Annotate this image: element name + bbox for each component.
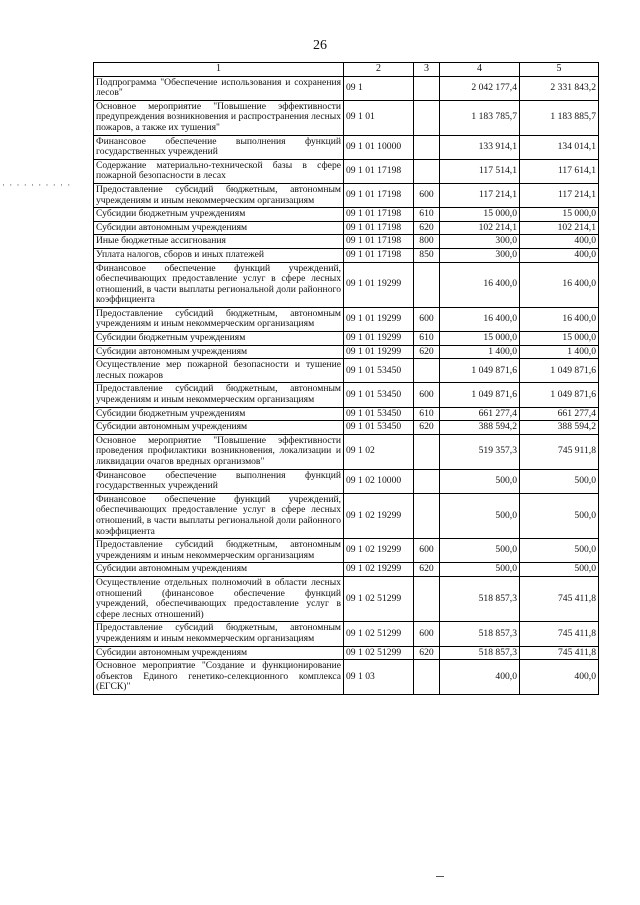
table-row (94, 208, 599, 222)
row-code-cell: 09 1 01 53450 (344, 383, 414, 407)
row-name-cell: Финансовое обеспечение функций учреждений, обеспечивающих предоставление услуг в сфере лесных отношений, в части выплаты региональной доли районного коэффициента (94, 262, 344, 307)
row-code-cell: 09 1 01 17198 (344, 235, 414, 249)
row-name-cell: Субсидии бюджетным учреждениям (94, 208, 344, 222)
row-value-year2-cell: 745 911,8 (520, 434, 599, 469)
row-value-year2-cell: 388 594,2 (520, 421, 599, 435)
header-row (94, 63, 599, 77)
row-name-cell: Основное мероприятие "Повышение эффективности проведения профилактики возникновения, локализации и ликвидации очагов вредных организмов" (94, 434, 344, 469)
row-value-year1-cell: 518 857,3 (440, 622, 520, 646)
column-header: 3 (414, 63, 440, 77)
table-row (94, 345, 599, 359)
row-value-year1-cell: 102 214,1 (440, 221, 520, 235)
row-value-year1-cell: 1 183 785,7 (440, 100, 520, 135)
table-row (94, 359, 599, 383)
row-value-year2-cell: 16 400,0 (520, 262, 599, 307)
row-value-year1-cell: 117 214,1 (440, 183, 520, 207)
row-value-year1-cell: 1 049 871,6 (440, 359, 520, 383)
row-value-year1-cell: 500,0 (440, 539, 520, 563)
row-code-cell: 09 1 01 19299 (344, 332, 414, 346)
page-number: 26 (313, 38, 327, 53)
table-row (94, 493, 599, 538)
row-code-cell: 09 1 01 17198 (344, 248, 414, 262)
row-name-cell: Финансовое обеспечение выполнения функций государственных учреждений (94, 469, 344, 493)
row-name-cell: Субсидии бюджетным учреждениям (94, 407, 344, 421)
table-row (94, 221, 599, 235)
table-row (94, 235, 599, 249)
row-value-year1-cell: 661 277,4 (440, 407, 520, 421)
row-name-cell: Основное мероприятие "Создание и функционирование объектов Единого генетико-селекционного комплекса (ЕГСК)" (94, 660, 344, 695)
row-name-cell: Предоставление субсидий бюджетным, автономным учреждениям и иным некоммерческим организациям (94, 539, 344, 563)
row-value-year2-cell: 400,0 (520, 248, 599, 262)
row-value-year2-cell: 117 214,1 (520, 183, 599, 207)
row-value-year2-cell: 15 000,0 (520, 208, 599, 222)
row-value-year2-cell: 15 000,0 (520, 332, 599, 346)
table-row (94, 563, 599, 577)
row-code-cell: 09 1 01 17198 (344, 159, 414, 183)
column-header: 4 (440, 63, 520, 77)
row-vr-cell (414, 359, 440, 383)
row-name-cell: Субсидии автономным учреждениям (94, 221, 344, 235)
row-vr-cell: 620 (414, 563, 440, 577)
row-value-year1-cell: 133 914,1 (440, 135, 520, 159)
row-value-year1-cell: 400,0 (440, 660, 520, 695)
row-vr-cell (414, 576, 440, 621)
row-code-cell: 09 1 02 10000 (344, 469, 414, 493)
row-vr-cell: 620 (414, 646, 440, 660)
table-row (94, 248, 599, 262)
row-vr-cell: 610 (414, 332, 440, 346)
row-value-year2-cell: 661 277,4 (520, 407, 599, 421)
row-name-cell: Субсидии автономным учреждениям (94, 646, 344, 660)
row-value-year1-cell: 1 400,0 (440, 345, 520, 359)
row-value-year1-cell: 388 594,2 (440, 421, 520, 435)
row-code-cell: 09 1 02 19299 (344, 539, 414, 563)
row-vr-cell: 600 (414, 183, 440, 207)
row-value-year2-cell: 1 049 871,6 (520, 359, 599, 383)
row-value-year2-cell: 117 614,1 (520, 159, 599, 183)
row-name-cell: Осуществление мер пожарной безопасности и тушение лесных пожаров (94, 359, 344, 383)
row-vr-cell (414, 660, 440, 695)
row-value-year2-cell: 134 014,1 (520, 135, 599, 159)
row-code-cell: 09 1 01 17198 (344, 208, 414, 222)
row-code-cell: 09 1 03 (344, 660, 414, 695)
row-value-year2-cell: 500,0 (520, 539, 599, 563)
row-name-cell: Субсидии автономным учреждениям (94, 345, 344, 359)
table-row (94, 434, 599, 469)
row-value-year1-cell: 518 857,3 (440, 646, 520, 660)
row-name-cell: Уплата налогов, сборов и иных платежей (94, 248, 344, 262)
row-vr-cell: 620 (414, 345, 440, 359)
row-value-year2-cell: 745 411,8 (520, 576, 599, 621)
row-code-cell: 09 1 01 19299 (344, 345, 414, 359)
row-value-year1-cell: 300,0 (440, 235, 520, 249)
row-vr-cell: 610 (414, 407, 440, 421)
row-value-year1-cell: 15 000,0 (440, 208, 520, 222)
row-name-cell: Подпрограмма "Обеспечение использования и сохранения лесов" (94, 76, 344, 100)
footer-mark (436, 876, 444, 877)
row-value-year2-cell: 745 411,8 (520, 622, 599, 646)
table-row (94, 421, 599, 435)
row-code-cell: 09 1 (344, 76, 414, 100)
row-name-cell: Содержание материально-технической базы в сфере пожарной безопасности в лесах (94, 159, 344, 183)
row-vr-cell (414, 469, 440, 493)
row-name-cell: Предоставление субсидий бюджетным, автономным учреждениям и иным некоммерческим организациям (94, 622, 344, 646)
row-code-cell: 09 1 02 (344, 434, 414, 469)
row-name-cell: Предоставление субсидий бюджетным, автономным учреждениям и иным некоммерческим организациям (94, 307, 344, 331)
row-value-year1-cell: 519 357,3 (440, 434, 520, 469)
row-vr-cell: 800 (414, 235, 440, 249)
column-header: 5 (520, 63, 599, 77)
table-row (94, 576, 599, 621)
table-row (94, 646, 599, 660)
row-vr-cell (414, 434, 440, 469)
row-value-year2-cell: 2 331 843,2 (520, 76, 599, 100)
row-vr-cell (414, 100, 440, 135)
row-code-cell: 09 1 01 53450 (344, 421, 414, 435)
margin-mark: · · · · · · · · · · (2, 180, 72, 190)
row-value-year1-cell: 1 049 871,6 (440, 383, 520, 407)
row-code-cell: 09 1 02 19299 (344, 563, 414, 577)
row-value-year2-cell: 400,0 (520, 660, 599, 695)
row-name-cell: Субсидии бюджетным учреждениям (94, 332, 344, 346)
row-name-cell: Основное мероприятие "Повышение эффективности предупреждения возникновения и распространения лесных пожаров, а также их тушения" (94, 100, 344, 135)
row-vr-cell: 600 (414, 622, 440, 646)
row-value-year2-cell: 500,0 (520, 493, 599, 538)
row-name-cell: Финансовое обеспечение выполнения функций государственных учреждений (94, 135, 344, 159)
row-code-cell: 09 1 01 19299 (344, 307, 414, 331)
row-code-cell: 09 1 02 51299 (344, 622, 414, 646)
row-value-year1-cell: 15 000,0 (440, 332, 520, 346)
table-row (94, 262, 599, 307)
row-value-year1-cell: 16 400,0 (440, 307, 520, 331)
row-value-year2-cell: 400,0 (520, 235, 599, 249)
row-value-year2-cell: 1 400,0 (520, 345, 599, 359)
table-row (94, 660, 599, 695)
column-header: 2 (344, 63, 414, 77)
row-value-year2-cell: 16 400,0 (520, 307, 599, 331)
row-code-cell: 09 1 01 19299 (344, 262, 414, 307)
table-row (94, 539, 599, 563)
row-vr-cell (414, 135, 440, 159)
row-value-year2-cell: 500,0 (520, 563, 599, 577)
row-vr-cell: 610 (414, 208, 440, 222)
row-code-cell: 09 1 02 51299 (344, 646, 414, 660)
row-code-cell: 09 1 01 10000 (344, 135, 414, 159)
row-value-year1-cell: 500,0 (440, 563, 520, 577)
row-code-cell: 09 1 01 (344, 100, 414, 135)
row-name-cell: Субсидии автономным учреждениям (94, 563, 344, 577)
row-vr-cell (414, 262, 440, 307)
row-vr-cell (414, 159, 440, 183)
row-value-year1-cell: 518 857,3 (440, 576, 520, 621)
row-value-year1-cell: 500,0 (440, 493, 520, 538)
row-code-cell: 09 1 01 17198 (344, 221, 414, 235)
table-row (94, 135, 599, 159)
row-value-year2-cell: 500,0 (520, 469, 599, 493)
row-value-year1-cell: 2 042 177,4 (440, 76, 520, 100)
row-code-cell: 09 1 02 51299 (344, 576, 414, 621)
row-name-cell: Субсидии автономным учреждениям (94, 421, 344, 435)
row-vr-cell: 600 (414, 539, 440, 563)
row-name-cell: Иные бюджетные ассигнования (94, 235, 344, 249)
row-value-year1-cell: 16 400,0 (440, 262, 520, 307)
row-name-cell: Предоставление субсидий бюджетным, автономным учреждениям и иным некоммерческим организациям (94, 183, 344, 207)
row-name-cell: Финансовое обеспечение функций учреждений, обеспечивающих предоставление услуг в сфере лесных отношений, в части выплаты региональной доли районного коэффициента (94, 493, 344, 538)
table-row (94, 332, 599, 346)
row-value-year1-cell: 300,0 (440, 248, 520, 262)
table-row (94, 76, 599, 100)
row-vr-cell (414, 76, 440, 100)
row-vr-cell: 600 (414, 383, 440, 407)
table-row (94, 159, 599, 183)
row-vr-cell: 850 (414, 248, 440, 262)
row-vr-cell (414, 493, 440, 538)
row-value-year1-cell: 117 514,1 (440, 159, 520, 183)
table-body (94, 76, 599, 694)
row-code-cell: 09 1 01 17198 (344, 183, 414, 207)
column-header: 1 (94, 63, 344, 77)
row-name-cell: Предоставление субсидий бюджетным, автономным учреждениям и иным некоммерческим организациям (94, 383, 344, 407)
row-value-year2-cell: 1 183 885,7 (520, 100, 599, 135)
row-vr-cell: 620 (414, 421, 440, 435)
row-vr-cell: 620 (414, 221, 440, 235)
table-row (94, 307, 599, 331)
table-row (94, 407, 599, 421)
row-code-cell: 09 1 01 53450 (344, 359, 414, 383)
table-row (94, 469, 599, 493)
row-name-cell: Осуществление отдельных полномочий в области лесных отношений (финансовое обеспечение функций учреждений, обеспечивающих предоставление услуг в сфере лесных отношений) (94, 576, 344, 621)
row-value-year2-cell: 102 214,1 (520, 221, 599, 235)
row-value-year1-cell: 500,0 (440, 469, 520, 493)
table-row (94, 383, 599, 407)
row-code-cell: 09 1 01 53450 (344, 407, 414, 421)
row-value-year2-cell: 1 049 871,6 (520, 383, 599, 407)
row-value-year2-cell: 745 411,8 (520, 646, 599, 660)
row-vr-cell: 600 (414, 307, 440, 331)
table-row (94, 100, 599, 135)
row-code-cell: 09 1 02 19299 (344, 493, 414, 538)
table-row (94, 622, 599, 646)
budget-table (93, 62, 599, 695)
table-row (94, 183, 599, 207)
